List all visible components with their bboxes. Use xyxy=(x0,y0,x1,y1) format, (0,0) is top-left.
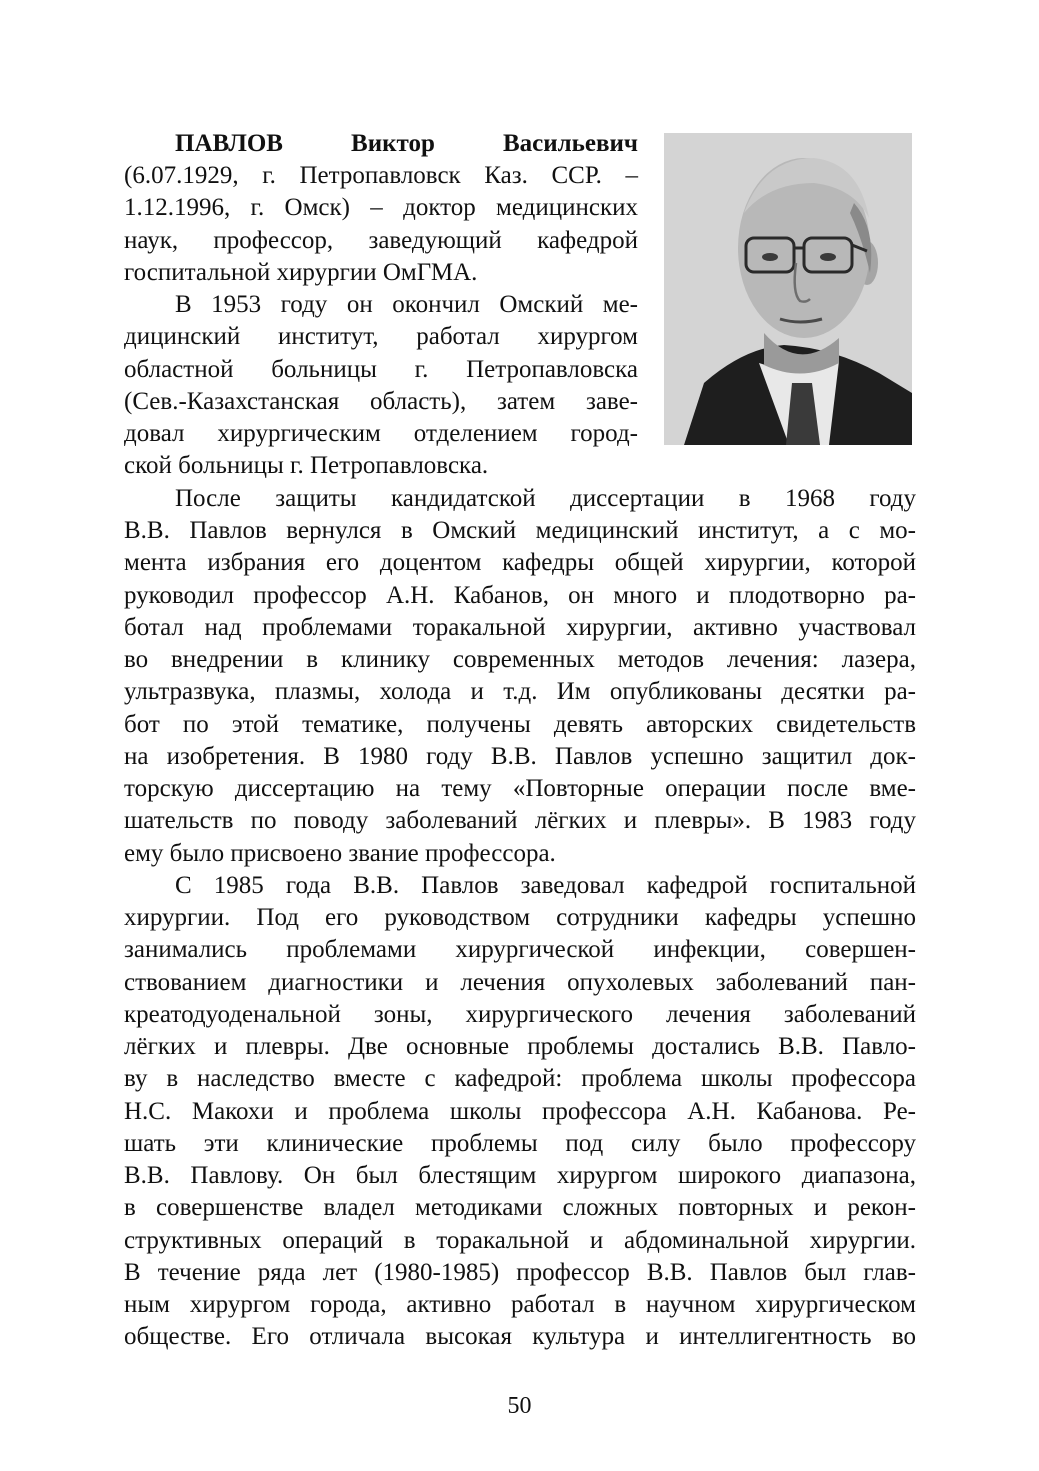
text-line: руководил профессор А.Н. Кабанов, он много и плодотворно ра- xyxy=(124,582,916,609)
text-line: мента избрания его доцентом кафедры общей хирургии, которой xyxy=(124,549,916,576)
text-line: занимались проблемами хирургической инфекции, совершен- xyxy=(124,936,916,963)
text-line: ультразвука, плазмы, холода и т.д. Им опубликованы десятки ра- xyxy=(124,678,916,705)
text-line: После защиты кандидатской диссертации в 1968 году xyxy=(175,485,916,512)
text-line: структивных операций в торакальной и абдоминальной хирургии. xyxy=(124,1227,916,1254)
text-line: лёгких и плевры. Две основные проблемы достались В.В. Павло- xyxy=(124,1033,916,1060)
text-line: на изобретения. В 1980 году В.В. Павлов успешно защитил док- xyxy=(124,743,916,770)
text-line: ным хирургом города, активно работал в научном хирургическом xyxy=(124,1291,916,1318)
text-line: С 1985 года В.В. Павлов заведовал кафедрой госпитальной xyxy=(175,872,916,899)
text-line: В.В. Павлов вернулся в Омский медицинский институт, а с мо- xyxy=(124,517,916,544)
portrait-icon xyxy=(664,133,912,445)
text-line: довал хирургическим отделением город- xyxy=(124,420,638,447)
text-line: хирургии. Под его руководством сотрудники кафедры успешно xyxy=(124,904,916,931)
text-line: ботал над проблемами торакальной хирургии, активно участвовал xyxy=(124,614,916,641)
text-line: креатодуоденальной зоны, хирургического лечения заболеваний xyxy=(124,1001,916,1028)
heading-name: ПАВЛОВ Виктор Васильевич xyxy=(175,130,638,157)
portrait-photo xyxy=(664,133,912,445)
text-line: В течение ряда лет (1980-1985) профессор В.В. Павлов был глав- xyxy=(124,1259,916,1286)
text-line: во внедрении в клинику современных методов лечения: лазера, xyxy=(124,646,916,673)
text-line: В 1953 году он окончил Омский ме- xyxy=(175,291,638,318)
text-line: обществе. Его отличала высокая культура и интеллигентность во xyxy=(124,1323,916,1350)
text-line: шательств по поводу заболеваний лёгких и плевры». В 1983 году xyxy=(124,807,916,834)
text-line: торскую диссертацию на тему «Повторные операции после вме- xyxy=(124,775,916,802)
text-line: ему было присвоено звание профессора. xyxy=(124,840,556,867)
page-number: 50 xyxy=(507,1393,532,1419)
text-line: в совершенстве владел методиками сложных повторных и рекон- xyxy=(124,1194,916,1221)
text-line: наук, профессор, заведующий кафедрой xyxy=(124,227,638,254)
text-line: В.В. Павлову. Он был блестящим хирургом широкого диапазона, xyxy=(124,1162,916,1189)
text-line: госпитальной хирургии ОмГМА. xyxy=(124,259,478,286)
text-line: (Сев.-Казахстанская область), затем заве- xyxy=(124,388,638,415)
text-line: шать эти клинические проблемы под силу было профессору xyxy=(124,1130,916,1157)
text-line: ствованием диагностики и лечения опухолевых заболеваний пан- xyxy=(124,969,916,996)
text-line: 1.12.1996, г. Омск) – доктор медицинских xyxy=(124,194,638,221)
text-line: дицинский институт, работал хирургом xyxy=(124,323,638,350)
text-line: Н.С. Макохи и проблема школы профессора А.Н. Кабанова. Ре- xyxy=(124,1098,916,1125)
text-line: бот по этой тематике, получены девять авторских свидетельств xyxy=(124,711,916,738)
text-line: (6.07.1929, г. Петропавловск Каз. ССР. – xyxy=(124,162,638,189)
text-line: областной больницы г. Петропавловска xyxy=(124,356,638,383)
text-line: ву в наследство вместе с кафедрой: проблема школы профессора xyxy=(124,1065,916,1092)
text-line: ской больницы г. Петропавловска. xyxy=(124,452,489,479)
